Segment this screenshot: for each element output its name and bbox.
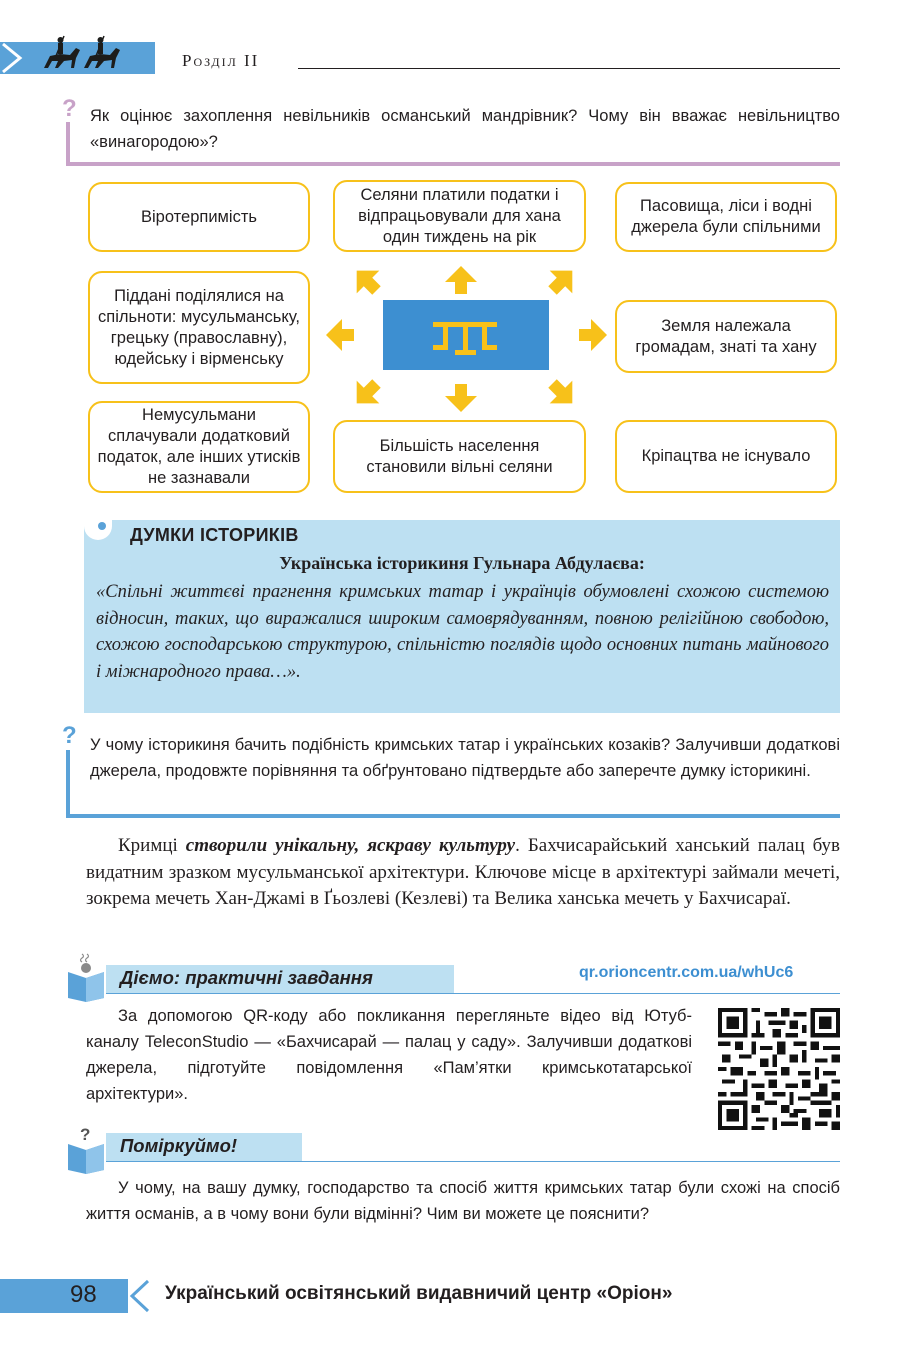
question-mark-icon: ? (62, 722, 77, 749)
diagram-box-pastures: Пасовища, ліси і водні джерела були спільними (615, 182, 837, 252)
body-paragraph: Кримці створили унікальну, яскраву культуру. Бахчисарайський ханський палац був видатним зразком мусульманської архітектури. Ключове місце в архітектурі займали мечеті, зокрема мечеть Хан-Джамі в Ґьозлеві (Кезлеві) та Велика ханська мечеть у Бахчисараї. (86, 835, 841, 909)
diagram-box-non-muslims: Немусульмани сплачували додатковий податок, але інших утисків не зазнавали (88, 401, 310, 493)
qr-code[interactable] (718, 1008, 840, 1130)
diagram-box-no-serfdom: Кріпацтва не існувало (615, 420, 837, 493)
question-text: У чому історикиня бачить подібність кримських татар і українських козаків? Залучивши додаткові джерела, продовжте порівняння та обґрунтовано підтвердьте або заперечте думку історикині. (90, 736, 840, 780)
diagram-box-land: Земля належала громадам, знаті та хану (615, 300, 837, 373)
book-question-icon (66, 1124, 106, 1174)
think-title: Поміркуймо! (120, 1135, 238, 1156)
qr-link[interactable]: qr.orioncentr.com.ua/whUc6 (579, 964, 794, 981)
arrow-right-icon (573, 317, 609, 353)
page-number: 98 (70, 1281, 97, 1308)
tamga-icon (383, 300, 549, 370)
footer-band (0, 1279, 128, 1313)
historians-title: ДУМКИ ІСТОРИКІВ (130, 525, 299, 545)
diagram-box-free-peasants: Більшість населення становили вільні селяни (333, 420, 586, 493)
question-bottom-rule (66, 814, 840, 818)
think-rule (106, 1161, 840, 1162)
practical-title: Діємо: практичні завдання (120, 967, 373, 988)
diagram-box-communities: Піддані поділялися на спільноти: мусульманську, грецьку (православну), юдейську і вірменську (88, 271, 310, 384)
cossack-riders-icon (40, 34, 126, 74)
arrow-down-left-icon (343, 367, 394, 418)
header-rule (298, 68, 840, 69)
section-title: Розділ II (182, 51, 260, 70)
svg-text:?: ? (80, 1125, 91, 1144)
question-mark-icon: ? (62, 95, 77, 122)
historians-bullet-icon (98, 522, 106, 530)
diagram-box-taxes: Селяни платили податки і відпрацьовували для хана один тиждень на рік (333, 180, 586, 252)
arrow-left-icon (324, 317, 360, 353)
think-text: У чому, на вашу думку, господарство та спосіб життя кримських татар були схожі на спосіб життя османів, а в чому вони були відмінні? Чим ви можете це пояснити? (86, 1179, 840, 1223)
arrow-down-right-icon (536, 367, 587, 418)
body-emphasis: створили унікальну, яскраву культуру (185, 835, 516, 856)
arrow-down-icon (443, 378, 479, 414)
question-side-rule (66, 122, 70, 166)
question-bottom-rule (66, 162, 840, 166)
header-chevron-icon (0, 42, 26, 74)
book-reader-icon (66, 952, 106, 1002)
diagram-box-tolerance: Віротерпимість (88, 182, 310, 252)
question-side-rule (66, 750, 70, 818)
question-text: Як оцінює захоплення невільників османський мандрівник? Чому він вважає невільництво «винагородою»? (90, 107, 840, 151)
historians-author: Українська історикиня Гульнара Абдулаєва: (279, 553, 645, 573)
historians-quote: «Спільні життєві прагнення кримських татар і українців обумовлені схожою системою відносин, таких, що виражалися широким самоврядуванням, повною релігійною свободою, схожою господарською структурою, спільністю поглядів щодо основних питань майнового і міжнародного права…». (96, 582, 829, 682)
arrow-up-icon (443, 264, 479, 300)
publisher-name: Український освітянський видавничий центр «Оріон» (165, 1283, 673, 1304)
practical-text: За допомогою QR-коду або покликання перегляньте відео від Ютуб-каналу TeleconStudio — «Бахчисарай — палац у саду». Залучивши додаткові джерела, підготуйте повідомлення «Пам’ятки кримськотатарської архітектури». (86, 1007, 692, 1103)
footer-chevron-icon (128, 1279, 152, 1313)
practical-rule (106, 993, 840, 994)
crimean-tatar-flag (383, 300, 549, 370)
